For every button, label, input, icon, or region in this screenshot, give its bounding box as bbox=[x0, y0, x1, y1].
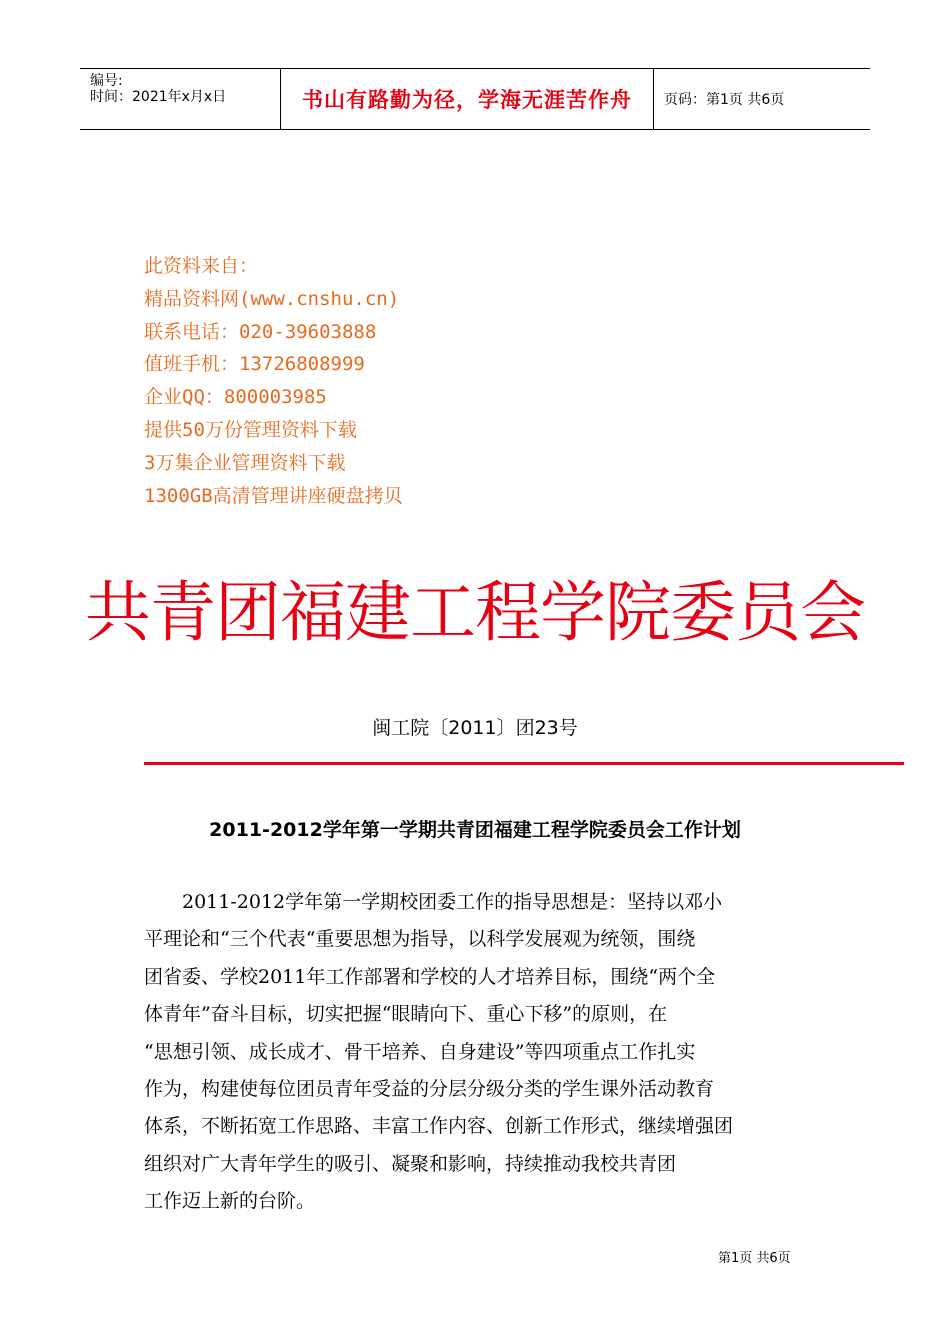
source-ad-block bbox=[144, 250, 403, 512]
ad-line: 精品资料网(www.cnshu.cn) bbox=[144, 287, 400, 310]
plan-title: 2011-2012学年第一学期共青团福建工程学院委员会工作计划 bbox=[209, 819, 741, 841]
header-page-cell bbox=[654, 69, 870, 129]
header-motto-cell bbox=[281, 69, 654, 129]
body-line: 2011-2012学年第一学期校团委工作的指导思想是：坚持以邓小 bbox=[144, 891, 723, 913]
header-table bbox=[80, 68, 870, 130]
red-divider bbox=[144, 762, 904, 765]
number-label: 编号: bbox=[90, 73, 123, 89]
org-title: 共青团福建工程学院委员会 bbox=[85, 574, 865, 651]
ad-line: 3万集企业管理资料下载 bbox=[144, 451, 346, 474]
ad-line: 联系电话：020-39603888 bbox=[144, 320, 377, 343]
footer-page-info: 第1页 共6页 bbox=[718, 1251, 791, 1266]
header-meta-cell bbox=[80, 69, 281, 129]
body-line: 工作迈上新的台阶。 bbox=[144, 1190, 316, 1213]
ad-line: 此资料来自： bbox=[144, 255, 259, 277]
ad-line: 企业QQ：800003985 bbox=[144, 386, 327, 409]
ad-line: 提供50万份管理资料下载 bbox=[144, 418, 357, 441]
body-line: 体青年”奋斗目标，切实把握“眼睛向下、重心下移”的原则，在 bbox=[144, 1003, 668, 1026]
document-number: 闽工院〔2011〕团23号 bbox=[372, 717, 578, 739]
ad-line: 值班手机：13726808999 bbox=[144, 353, 365, 376]
motto: 书山有路勤为径，学海无涯苦作舟 bbox=[302, 88, 632, 112]
body-line: 团省委、学校2011年工作部署和学校的人才培养目标，围绕“两个全 bbox=[144, 965, 716, 988]
body-line: 作为，构建使每位团员青年受益的分层分级分类的学生课外活动教育 bbox=[144, 1078, 715, 1101]
body-line: 平理论和“三个代表“重要思想为指导，以科学发展观为统领，围绕 bbox=[144, 928, 696, 951]
body-paragraph bbox=[144, 884, 810, 1221]
ad-line: 1300GB高清管理讲座硬盘拷贝 bbox=[144, 484, 403, 507]
header-page-info: 页码：第1页 共6页 bbox=[664, 92, 785, 108]
time-label: 时间：2021年x月x日 bbox=[90, 89, 227, 105]
body-line: 体系，不断拓宽工作思路、丰富工作内容、创新工作形式，继续增强团 bbox=[144, 1115, 734, 1138]
body-line: 组织对广大青年学生的吸引、凝聚和影响，持续推动我校共青团 bbox=[144, 1152, 677, 1175]
body-line: “思想引领、成长成才、骨干培养、自身建设”等四项重点工作扎实 bbox=[144, 1040, 696, 1063]
